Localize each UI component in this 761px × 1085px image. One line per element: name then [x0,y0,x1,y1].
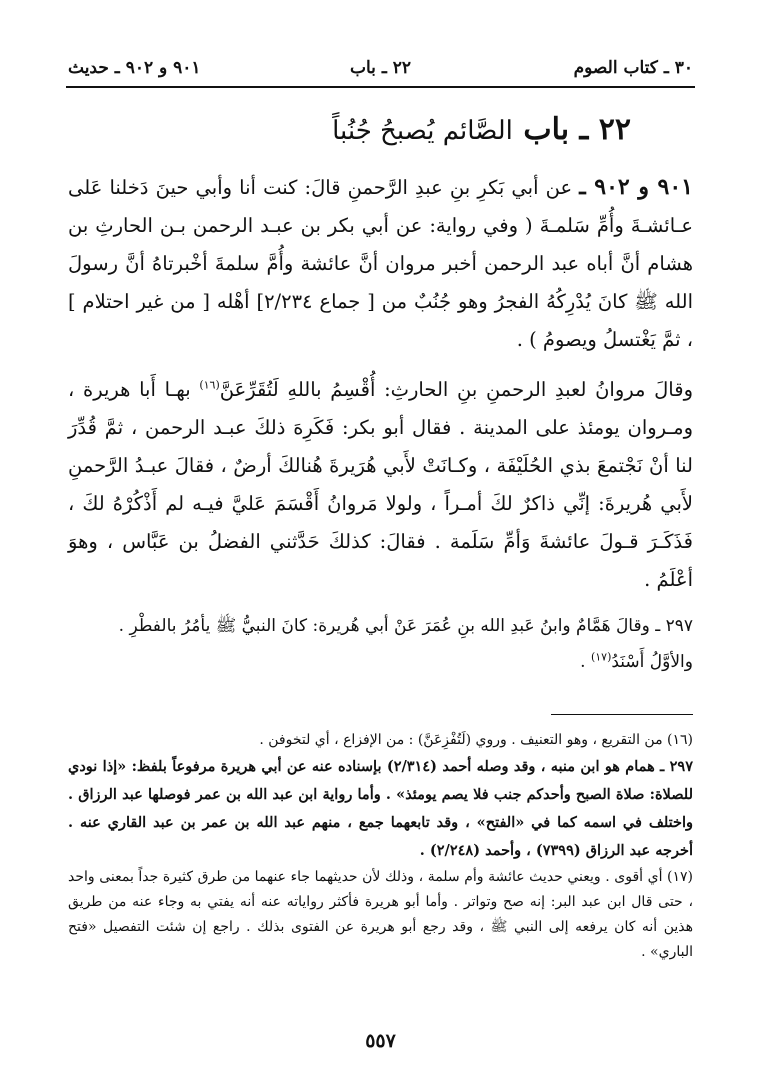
hadith-text-2a: وقالَ مروانُ لعبدِ الرحمنِ بنِ الحارثِ: أُقْسِمُ باللهِ لَتُقَرِّعَنَّ [219,378,693,401]
footnotes [68,728,693,965]
hadith-paragraph-2 [68,371,693,599]
hadith-text-1: عن أبي بَكرِ بنِ عبدِ الرَّحمنِ قالَ: كنت أنا وأبي حينَ دَخلنا عَلى عـائشـةَ وأُمِّ سَلمـةَ ( وفي رواية: عن أبي بكر بن عبـد الرحمن بـن الحارثِ بن هشام أنَّ أباه عبد الرحمن أخبر مروان أنَّ عائشة وأُمَّ سلمةَ أخْبرتاهُ أنَّ رسولَ الله ﷺ كانَ يُدْرِكُهُ الفجرُ وهو جُنُبٌ من [ جماع ٢/٢٣٤] أهْله [ من غير احتلام ] ، ثمَّ يَغْتسلُ ويصومُ ) . [68,176,693,351]
header-book-title: ٣٠ ـ كتاب الصوم [573,58,693,78]
chapter-subtitle: الصَّائم يُصبحُ جُنُباً [332,116,513,146]
page-number: ٥٥٧ [365,1030,396,1052]
footnote-ref-16[interactable]: (١٦) [199,378,220,392]
chapter-number: ٢٢ ـ باب [523,112,631,147]
running-header [68,58,693,82]
footnote-16: (١٦) من التقريع ، وهو التعنيف . وروي (لَتُفْزِعَنَّ) : من الإفزاع ، أي لتخوفن . [259,732,693,748]
mualaq-line-2-text: والأوَّلُ أَسْنَدُ [611,652,693,672]
header-divider [66,86,695,88]
chapter-title [130,112,631,147]
footnote-divider [551,714,693,715]
hadith-paragraph-1 [68,168,693,359]
hadith-text-2b: بهـا أَبا هريرة ، ومـروان يومئذ على المدينة . فقال أبو بكر: فَكَرِهَ ذلكَ عبـد الرحمن ، ثمَّ قُدِّرَ لنا أنْ نَجْتمعَ بذي الحُلَيْفَة ، وكـانَتْ لأَبي هُرَيرةَ هُنالكَ أرضٌ ، فقالَ عبـدُ الرَّحمنِ لأَبي هُريرةَ: إنِّي ذاكرٌ لكَ أمـراً ، ولولا مَروانُ أَقْسَمَ عَليَّ فيـه لم أَذْكُرْهُ لكَ ، فَذَكَـرَ قـولَ عائشةَ وَأمِّ سَلَمة . فقالَ: كذلكَ حَدَّثني الفضلُ بن عَبَّاس ، وهوَ أعْلَمُ . [68,378,693,591]
mualaq-line-1: ٢٩٧ ـ وقالَ هَمَّامٌ وابنُ عَبدِ الله بنِ عُمَرَ عَنْ أبي هُريرة: كانَ النبيُّ ﷺ يأمُرُ بالفطْرِ . [118,616,693,636]
mualaq-line-2-end: . [580,652,591,672]
footnote-297: ٢٩٧ ـ همام هو ابن منبه ، وقد وصله أحمد (٢/٣١٤) بإسناده عنه عن أبي هريرة مرفوعاً بلفظ: «إذا نودي للصلاة: صلاة الصبح وأحدكم جنب فلا يصم يومئذ» . وأما رواية ابن عبد الله بن عمر فوصلها عبد الرزاق . واختلف في اسمه كما في «الفتح» ، وقد تابعهما جمع ، منهم عبد الله بن عمر بن عبد القاري عنه . أخرجه عبد الرزاق (٧٣٩٩) ، وأحمد (٢/٢٤٨) . [68,758,693,859]
footnote-17: (١٧) أي أقوى . ويعني حديث عائشة وأم سلمة ، وذلك لأن حديثهما جاء عنهما من طرق كثيرة جداً بمعنى واحد ، حتى قال ابن عبد البر: إنه صح وتواتر . وأما أبو هريرة فأكثر رواياته عنه أنه يفتي به وجاء عنه من طريق هذين أنه كان يرفعه إلى النبي ﷺ ، وقد رجع أبو هريرة عن الفتوى بذلك . راجع إن شئت التفصيل «فتح الباري» . [68,869,693,960]
header-chapter: ٢٢ ـ باب [350,58,411,78]
main-text [68,168,693,599]
header-hadith-range: ٩٠١ و ٩٠٢ ـ حديث [68,58,201,78]
footnote-ref-17[interactable]: (١٧) [590,650,612,664]
mualaq-note [68,608,693,680]
hadith-number: ٩٠١ و ٩٠٢ ـ [579,174,693,200]
mualaq-line-2 [68,644,693,680]
